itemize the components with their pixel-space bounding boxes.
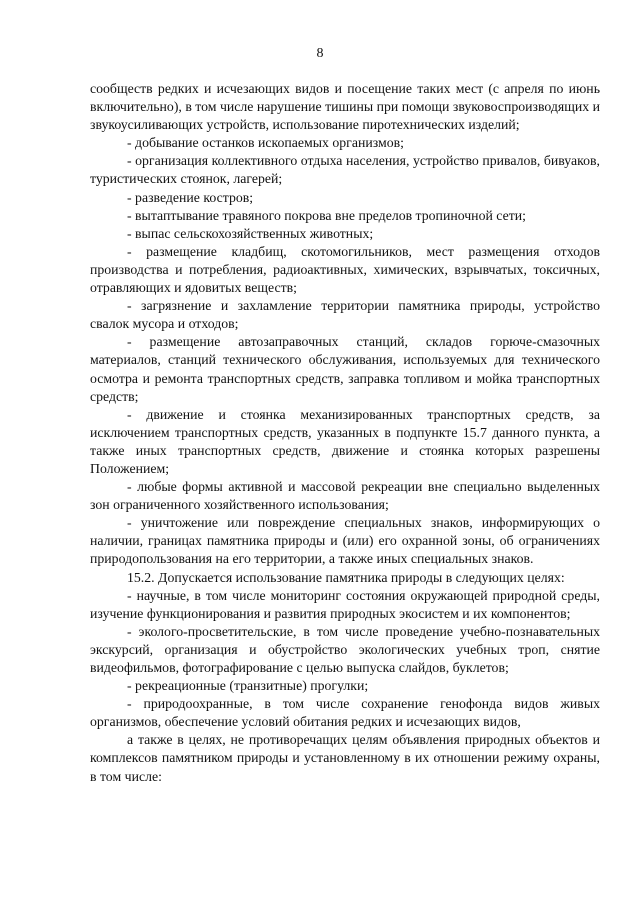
- paragraph: а также в целях, не противоречащих целям объявления природных объектов и комплексов памятником природы и установленному в их отношении режиму охраны, в том числе:: [90, 732, 600, 784]
- paragraph: сообществ редких и исчезающих видов и посещение таких мест (с апреля по июнь включительно), в том числе нарушение тишины при помощи звуковоспроизводящих и звукоусиливающих устройств, использование пиротехнических изделий;: [90, 81, 600, 133]
- list-item: - организация коллективного отдыха населения, устройство привалов, бивуаков, туристических стоянок, лагерей;: [90, 153, 600, 187]
- list-item: - любые формы активной и массовой рекреации вне специально выделенных зон ограниченного хозяйственного использования;: [90, 479, 600, 513]
- document-body: [90, 80, 600, 786]
- list-item: - научные, в том числе мониторинг состояния окружающей природной среды, изучение функционирования и развития природных экосистем и их компонентов;: [90, 587, 600, 621]
- list-item: - размещение автозаправочных станций, складов горюче-смазочных материалов, станций технического обслуживания, используемых для технического осмотра и ремонта транспортных средств, заправка топливом и мойка транспортных средств;: [90, 334, 600, 404]
- list-item: - загрязнение и захламление территории памятника природы, устройство свалок мусора и отходов;: [90, 298, 600, 332]
- list-item: - эколого-просветительские, в том числе проведение учебно-познавательных экскурсий, организация и обустройство экологических учебных троп, снятие видеофильмов, фотографирование с целью выпуска слайдов, буклетов;: [90, 623, 600, 675]
- list-item: - природоохранные, в том числе сохранение генофонда видов живых организмов, обеспечение условий обитания редких и исчезающих видов,: [90, 696, 600, 730]
- page-number: 8: [316, 46, 324, 61]
- list-item: - выпас сельскохозяйственных животных;: [127, 225, 374, 241]
- list-item: - уничтожение или повреждение специальных знаков, информирующих о наличии, границах памятника природы и (или) его охранной зоны, об ограничениях природопользования на его территории, а также иных специальных знаков.: [90, 515, 600, 567]
- list-item: - размещение кладбищ, скотомогильников, мест размещения отходов производства и потребления, радиоактивных, химических, взрывчатых, токсичных, отравляющих и ядовитых веществ;: [90, 243, 600, 296]
- list-item: - движение и стоянка механизированных транспортных средств, за исключением транспортных средств, указанных в подпункте 15.7 данного пункта, а также иных транспортных средств, движение и стоянка которых разрешены Положением;: [90, 406, 600, 476]
- section-paragraph: 15.2. Допускается использование памятника природы в следующих целях:: [127, 569, 565, 585]
- list-item: - добывание останков ископаемых организмов;: [127, 135, 404, 151]
- list-item: - вытаптывание травяного покрова вне пределов тропиночной сети;: [127, 207, 526, 223]
- list-item: - рекреационные (транзитные) прогулки;: [127, 678, 369, 694]
- list-item: - разведение костров;: [127, 189, 254, 205]
